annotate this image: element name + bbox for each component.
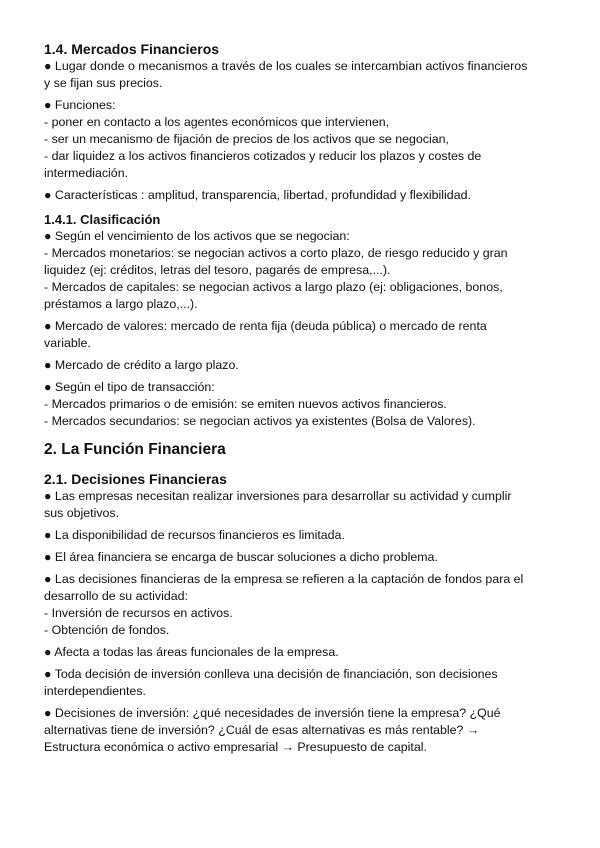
text-line: - dar liquidez a los activos financieros cotizados y reducir los plazos y costes de xyxy=(44,149,482,163)
paragraph xyxy=(44,379,564,430)
paragraph xyxy=(44,571,564,639)
section-heading-1-4-1: 1.4.1. Clasificación xyxy=(44,212,161,227)
paragraph xyxy=(44,705,564,756)
text-line: - Mercados monetarios: se negocian activos a corto plazo, de riesgo reducido y gran xyxy=(44,246,508,260)
paragraph xyxy=(44,97,564,182)
text-line: - Obtención de fondos. xyxy=(44,623,170,637)
text-line: ● Mercado de valores: mercado de renta fija (deuda pública) o mercado de renta xyxy=(44,319,487,333)
text-line: ● Características : amplitud, transparencia, libertad, profundidad y flexibilidad. xyxy=(44,188,471,202)
text-line: - Inversión de recursos en activos. xyxy=(44,606,233,620)
paragraph xyxy=(44,228,564,313)
paragraph xyxy=(44,644,564,661)
text-line: ● Según el vencimiento de los activos que se negocian: xyxy=(44,229,350,243)
text-line: alternativas tiene de inversión? ¿Cuál de esas alternativas es más rentable? → xyxy=(44,723,480,737)
text-line: liquidez (ej: créditos, letras del tesoro, pagarés de empresa,...). xyxy=(44,263,391,277)
paragraph xyxy=(44,357,564,374)
section-heading-1-4: 1.4. Mercados Financieros xyxy=(44,41,220,57)
text-line: ● Mercado de crédito a largo plazo. xyxy=(44,358,239,372)
paragraph xyxy=(44,527,564,544)
paragraph xyxy=(44,488,564,522)
document-content xyxy=(44,40,564,756)
text-line: - ser un mecanismo de fijación de precios de los activos que se negocian, xyxy=(44,132,449,146)
section-heading-2: 2. La Función Financiera xyxy=(44,441,226,458)
text-line: sus objetivos. xyxy=(44,506,120,520)
paragraph xyxy=(44,58,564,92)
text-line: variable. xyxy=(44,336,91,350)
text-line: ● Lugar donde o mecanismos a través de los cuales se intercambian activos financieros xyxy=(44,59,528,73)
text-line: desarrollo de su actividad: xyxy=(44,589,188,603)
text-line: - poner en contacto a los agentes económicos que intervienen, xyxy=(44,115,390,129)
section-heading-2-1: 2.1. Decisiones Financieras xyxy=(44,471,227,487)
text-line: intermediación. xyxy=(44,166,129,180)
text-line: ● La disponibilidad de recursos financieros es limitada. xyxy=(44,528,345,542)
paragraph xyxy=(44,187,564,204)
text-line: préstamos a largo plazo,...). xyxy=(44,297,198,311)
text-line: ● Toda decisión de inversión conlleva una decisión de financiación, son decisiones xyxy=(44,667,498,681)
text-line: - Mercados primarios o de emisión: se emiten nuevos activos financieros. xyxy=(44,397,447,411)
text-line: ● Afecta a todas las áreas funcionales de la empresa. xyxy=(44,645,339,659)
text-line: ● Según el tipo de transacción: xyxy=(44,380,215,394)
text-line: ● Funciones: xyxy=(44,98,116,112)
text-line: - Mercados de capitales: se negocian activos a largo plazo (ej: obligaciones, bonos, xyxy=(44,280,503,294)
text-line: ● Decisiones de inversión: ¿qué necesidades de inversión tiene la empresa? ¿Qué xyxy=(44,706,501,720)
text-line: ● El área financiera se encarga de buscar soluciones a dicho problema. xyxy=(44,550,438,564)
paragraph xyxy=(44,666,564,700)
text-line: - Mercados secundarios: se negocian activos ya existentes (Bolsa de Valores). xyxy=(44,414,476,428)
text-line: ● Las decisiones financieras de la empresa se refieren a la captación de fondos para el xyxy=(44,572,524,586)
paragraph xyxy=(44,549,564,566)
paragraph xyxy=(44,318,564,352)
text-line: Estructura económica o activo empresarial → Presupuesto de capital. xyxy=(44,740,427,754)
text-line: y se fijan sus precios. xyxy=(44,76,163,90)
text-line: interdependientes. xyxy=(44,684,146,698)
text-line: ● Las empresas necesitan realizar inversiones para desarrollar su actividad y cumplir xyxy=(44,489,512,503)
